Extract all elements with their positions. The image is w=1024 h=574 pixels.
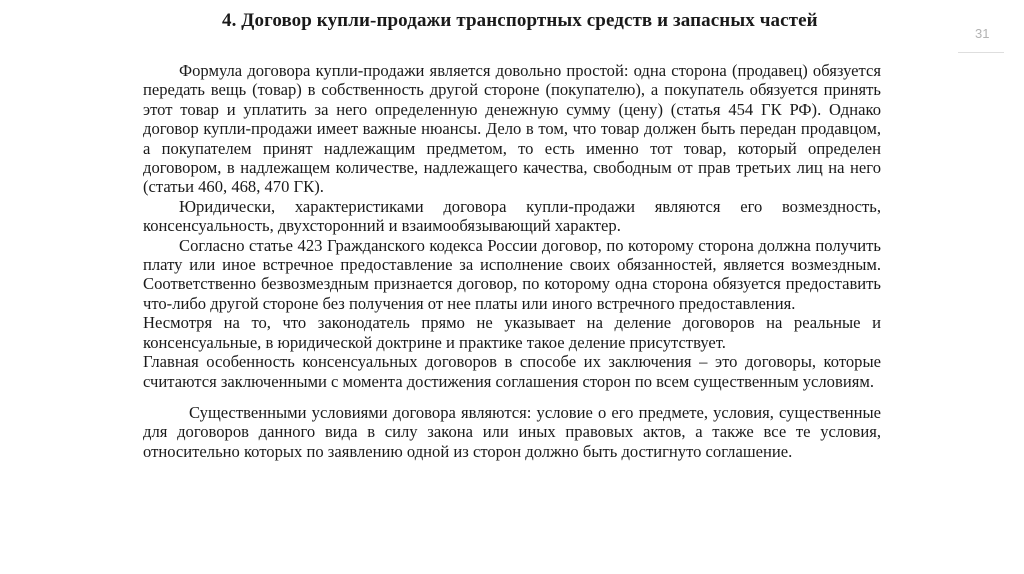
paragraph-real-consensual: Несмотря на то, что законодатель прямо не указывает на деление договоров на реальные и консенсуальные, в юридической доктрине и практике такое деление присутствует.: [143, 313, 881, 352]
page-number: 31: [975, 26, 990, 41]
paragraph-article-423: Согласно статье 423 Гражданского кодекса России договор, по которому сторона должна получить плату или иное встречное предоставление за исполнение своих обязанностей, является возмездным. Соответственно безвозмездным признается договор, по которому одна сторона обязуется предоставить что-либо другой стороне без получения от нее платы или иного встречного предоставления.: [143, 235, 881, 313]
paragraph-consensual-feature: Главная особенность консенсуальных договоров в способе их заключения – это договоры, которые считаются заключенными с момента достижения соглашения сторон по всем существенным условиям.: [143, 352, 881, 391]
slide-body: [143, 61, 881, 461]
page-number-divider: [958, 52, 1004, 53]
paragraph-sale-formula: Формула договора купли-продажи является довольно простой: одна сторона (продавец) обязуется передать вещь (товар) в собственность другой стороне (покупателю), а покупатель обязуется принять этот товар и уплатить за него определенную денежную сумму (цену) (статья 454 ГК РФ). Однако договор купли-продажи имеет важные нюансы. Дело в том, что товар должен быть передан продавцом, а покупателем принят надлежащим предметом, то есть именно тот товар, который определен договором, в надлежащем количестве, надлежащего качества, свободным от прав третьих лиц на него (статьи 460, 468, 470 ГК).: [143, 61, 881, 197]
paragraph-essential-terms: Существенными условиями договора являются: условие о его предмете, условия, существенные для договоров данного вида в силу закона или иных правовых актов, а также все те условия, относительно которых по заявлению одной из сторон должно быть достигнуто соглашение.: [143, 402, 881, 461]
slide-title: 4. Договор купли-продажи транспортных средств и запасных частей: [222, 10, 818, 31]
paragraph-legal-characteristics: Юридически, характеристиками договора купли-продажи являются его возмездность, консенсуальность, двухсторонний и взаимообязывающий характер.: [143, 196, 881, 236]
